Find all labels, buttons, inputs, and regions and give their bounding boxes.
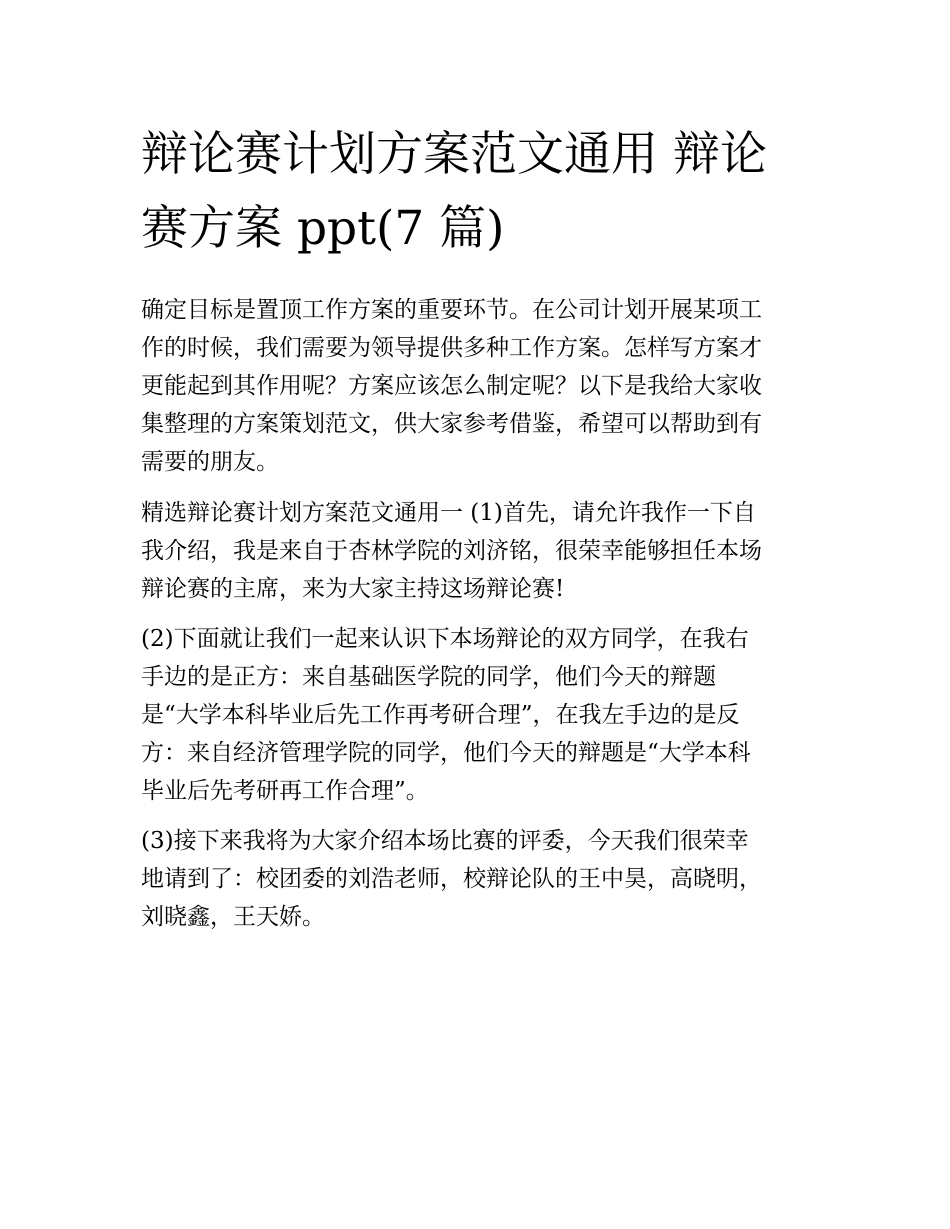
section-3-paragraph: [141, 822, 813, 936]
document-body: [141, 118, 813, 936]
text-line: 我介绍，我是来自于杏林学院的刘济铭，很荣幸能够担任本场: [141, 538, 762, 564]
text-line: 地请到了：校团委的刘浩老师，校辩论队的王中昊，高晓明，: [141, 866, 762, 892]
paragraph-gap: [141, 608, 813, 620]
text-line: 确定目标是置顶工作方案的重要环节。在公司计划开展某项工: [141, 297, 762, 323]
paragraph-gap: [141, 481, 813, 494]
section-1-paragraph: [141, 494, 813, 608]
text-line: 集整理的方案策划范文，供大家参考借鉴，希望可以帮助到有: [141, 411, 762, 437]
title-line-2: 赛方案 ppt(7 篇): [141, 201, 505, 256]
text-line: 更能起到其作用呢？方案应该怎么制定呢？以下是我给大家收: [141, 373, 762, 399]
text-line: 是“大学本科毕业后先工作再考研合理”，在我左手边的是反: [141, 702, 740, 728]
text-line: 精选辩论赛计划方案范文通用一 (1)首先，请允许我作一下自: [141, 500, 756, 526]
text-line: 手边的是正方：来自基础医学院的同学，他们今天的辩题: [141, 664, 716, 690]
intro-paragraph: [141, 291, 813, 481]
title-line-1: 辩论赛计划方案范文通用 辩论: [141, 127, 767, 182]
text-line: (3)接下来我将为大家介绍本场比赛的评委，今天我们很荣幸: [141, 828, 749, 854]
text-line: 方：来自经济管理学院的同学，他们今天的辩题是“大学本科: [141, 740, 751, 766]
text-line: 刘晓鑫，王天娇。: [141, 904, 325, 930]
paragraph-gap: [141, 810, 813, 822]
text-line: 作的时候，我们需要为领导提供多种工作方案。怎样写方案才: [141, 335, 762, 361]
text-line: 需要的朋友。: [141, 449, 279, 475]
section-2-paragraph: [141, 620, 813, 810]
text-line: 辩论赛的主席，来为大家主持这场辩论赛!: [141, 576, 565, 602]
document-title: [141, 118, 813, 266]
text-line: 毕业后先考研再工作合理”。: [141, 778, 429, 804]
text-line: (2)下面就让我们一起来认识下本场辩论的双方同学，在我右: [141, 626, 749, 652]
